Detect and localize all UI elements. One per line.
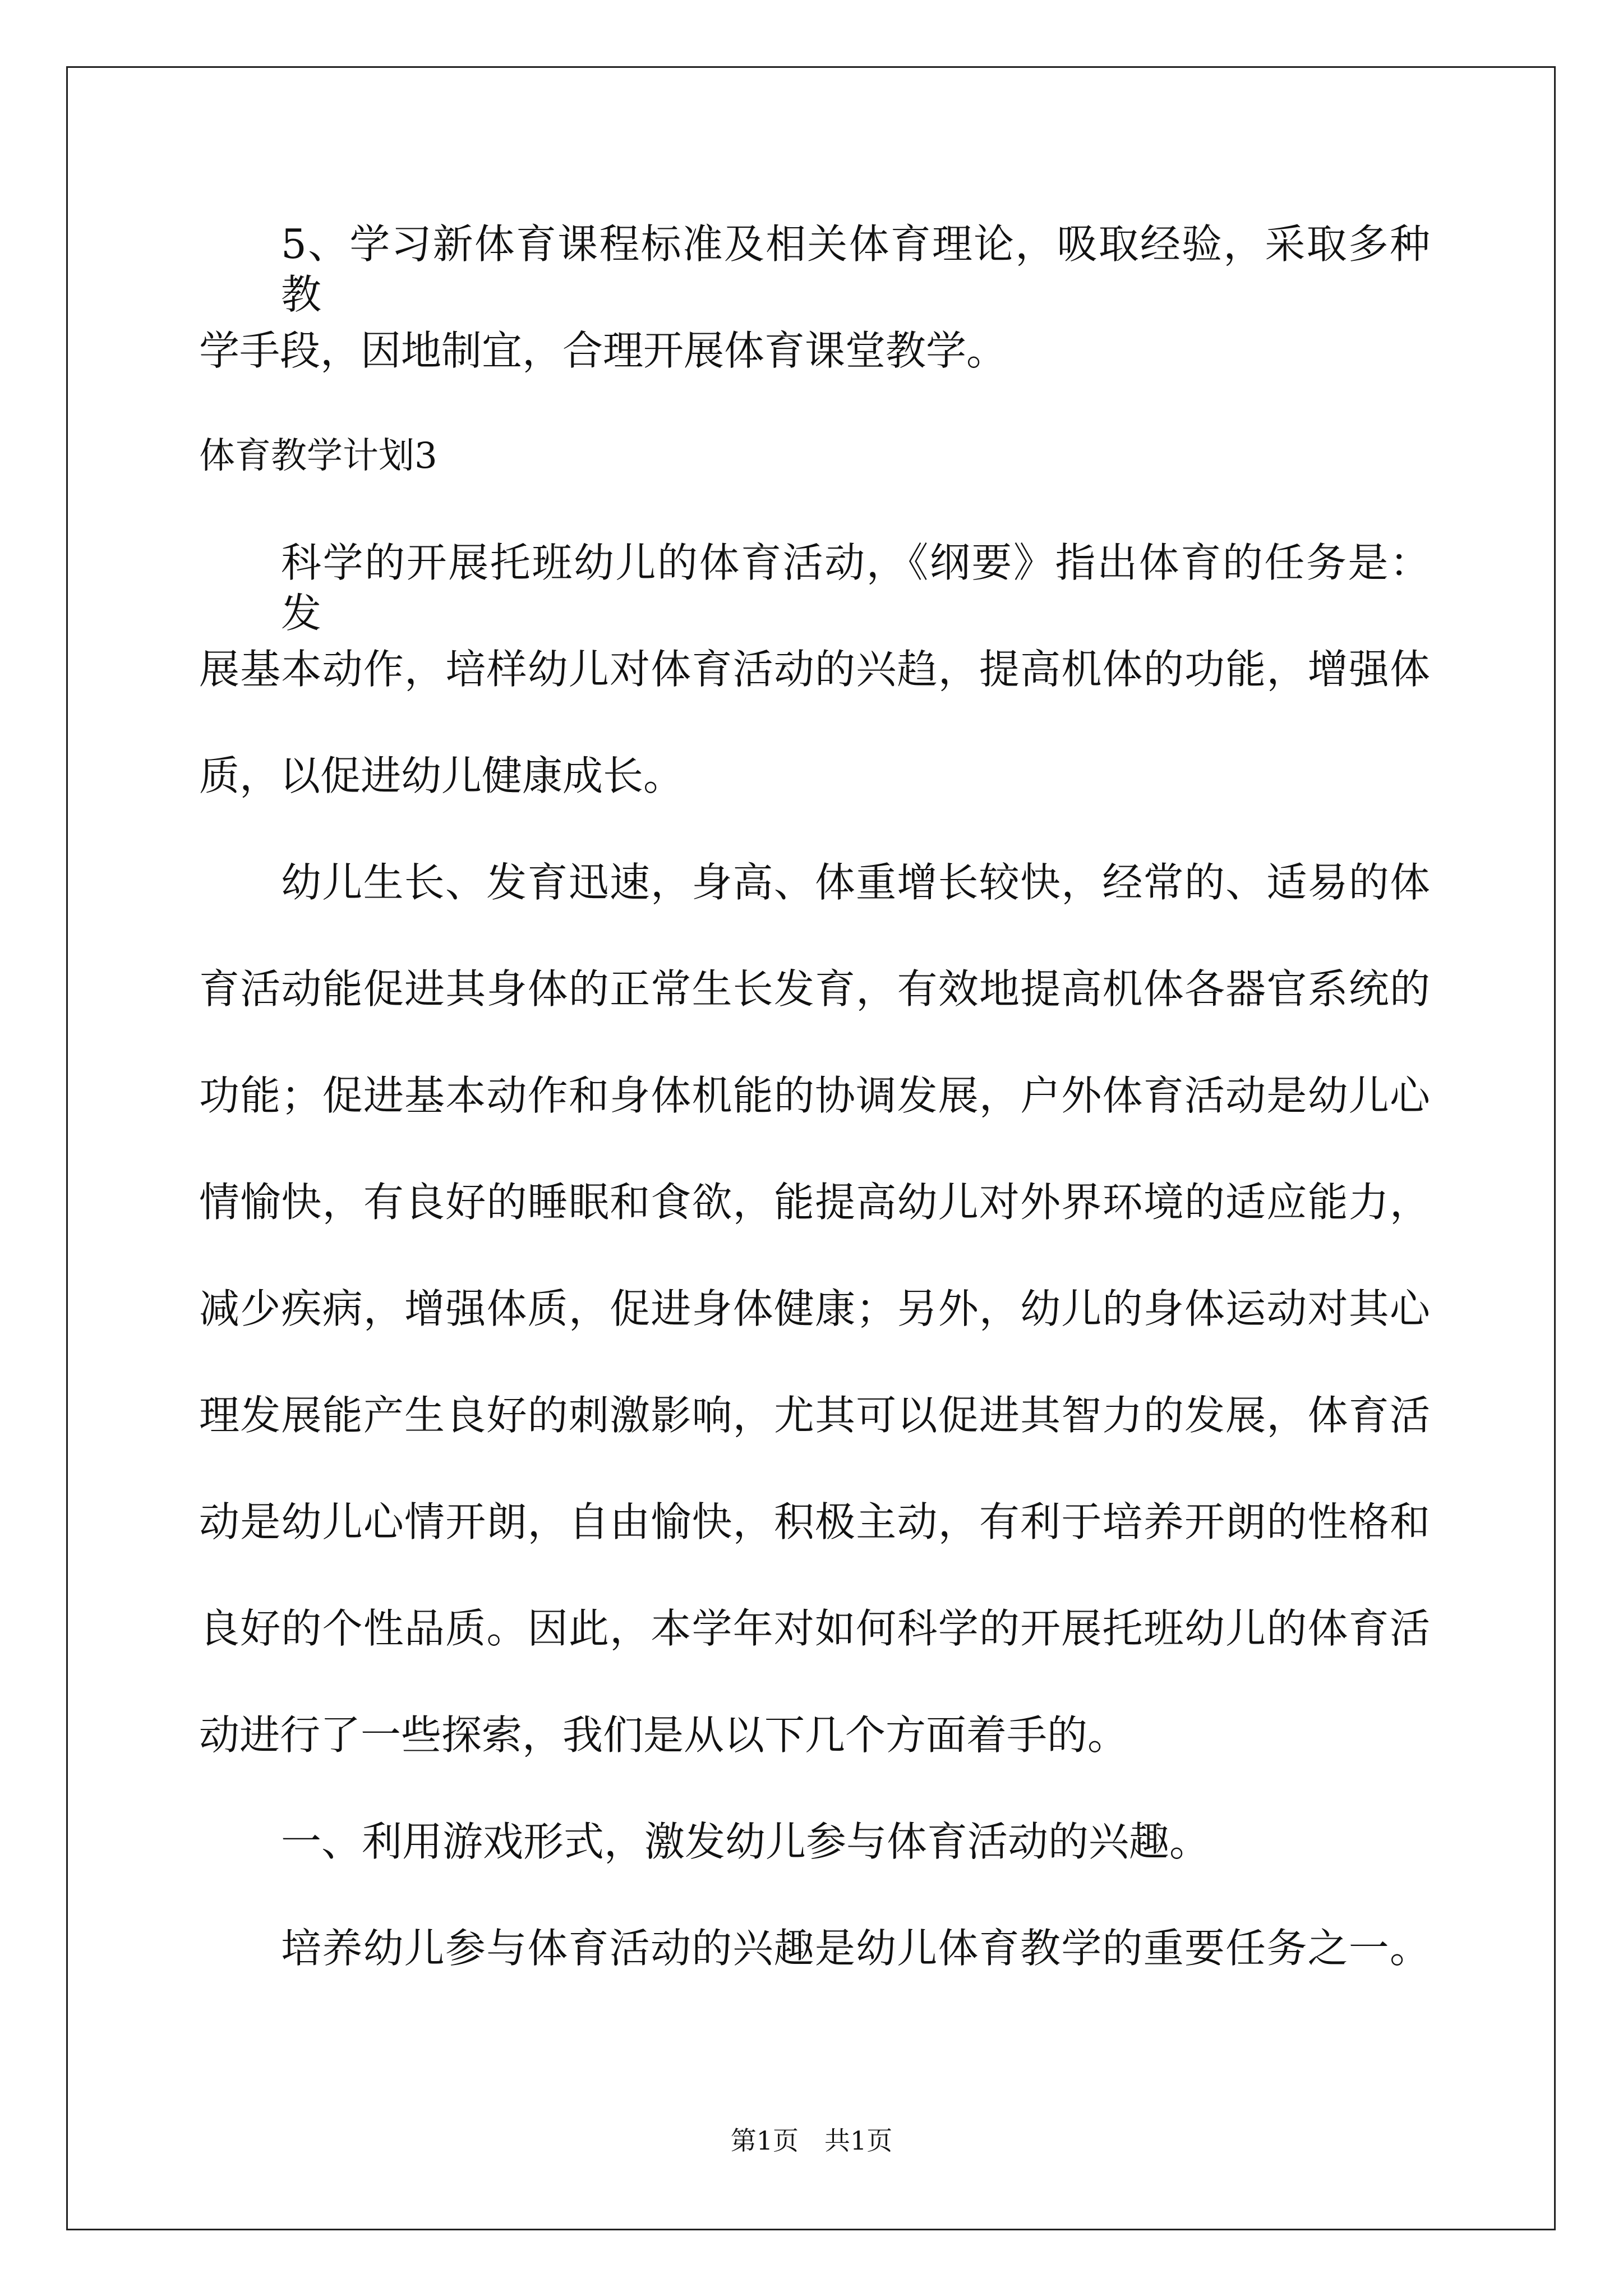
page-frame [66, 66, 1556, 2230]
paragraph-line: 减少疾病，增强体质，促进身体健康；另外，幼儿的身体运动对其心 [199, 1285, 1430, 1332]
paragraph-line: 学手段，因地制宜，合理开展体育课堂教学。 [199, 327, 1007, 374]
page-number-footer: 第1页 共1页 [730, 2125, 893, 2156]
paragraph-line: 育活动能促进其身体的正常生长发育，有效地提高机体各器官系统的 [199, 965, 1430, 1013]
paragraph-line: 动进行了一些探索，我们是从以下几个方面着手的。 [199, 1711, 1128, 1759]
paragraph-line: 展基本动作，培样幼儿对体育活动的兴趋，提高机体的功能，增强体 [199, 646, 1430, 693]
paragraph-line: 动是幼儿心情开朗，自由愉快，积极主动，有利于培养开朗的性格和 [199, 1498, 1430, 1545]
paragraph-line: 良好的个性品质。因此，本学年对如何科学的开展托班幼儿的体育活 [199, 1605, 1430, 1652]
paragraph-line: 理发展能产生良好的刺激影响，尤其可以促进其智力的发展，体育活 [199, 1392, 1430, 1439]
paragraph-line: 5、学习新体育课程标准及相关体育理论，吸取经验，采取多种教 [281, 220, 1430, 318]
paragraph-line: 功能；促进基本动作和身体机能的协调发展，户外体育活动是幼儿心 [199, 1072, 1430, 1119]
section-heading: 体育教学计划3 [199, 435, 437, 477]
paragraph-line: 一、利用游戏形式，激发幼儿参与体育活动的兴趣。 [281, 1818, 1210, 1865]
paragraph-line: 幼儿生长、发育迅速，身高、体重增长较快，经常的、适易的体 [281, 859, 1430, 906]
paragraph-line: 质，以促进幼儿健康成长。 [199, 752, 684, 799]
paragraph-line: 情愉快，有良好的睡眠和食欲，能提高幼儿对外界环境的适应能力， [199, 1179, 1430, 1226]
paragraph-line: 科学的开展托班幼儿的体育活动，《纲要》指出体育的任务是：发 [281, 539, 1430, 637]
paragraph-line: 培养幼儿参与体育活动的兴趣是幼儿体育教学的重要任务之一。 [281, 1925, 1430, 1972]
